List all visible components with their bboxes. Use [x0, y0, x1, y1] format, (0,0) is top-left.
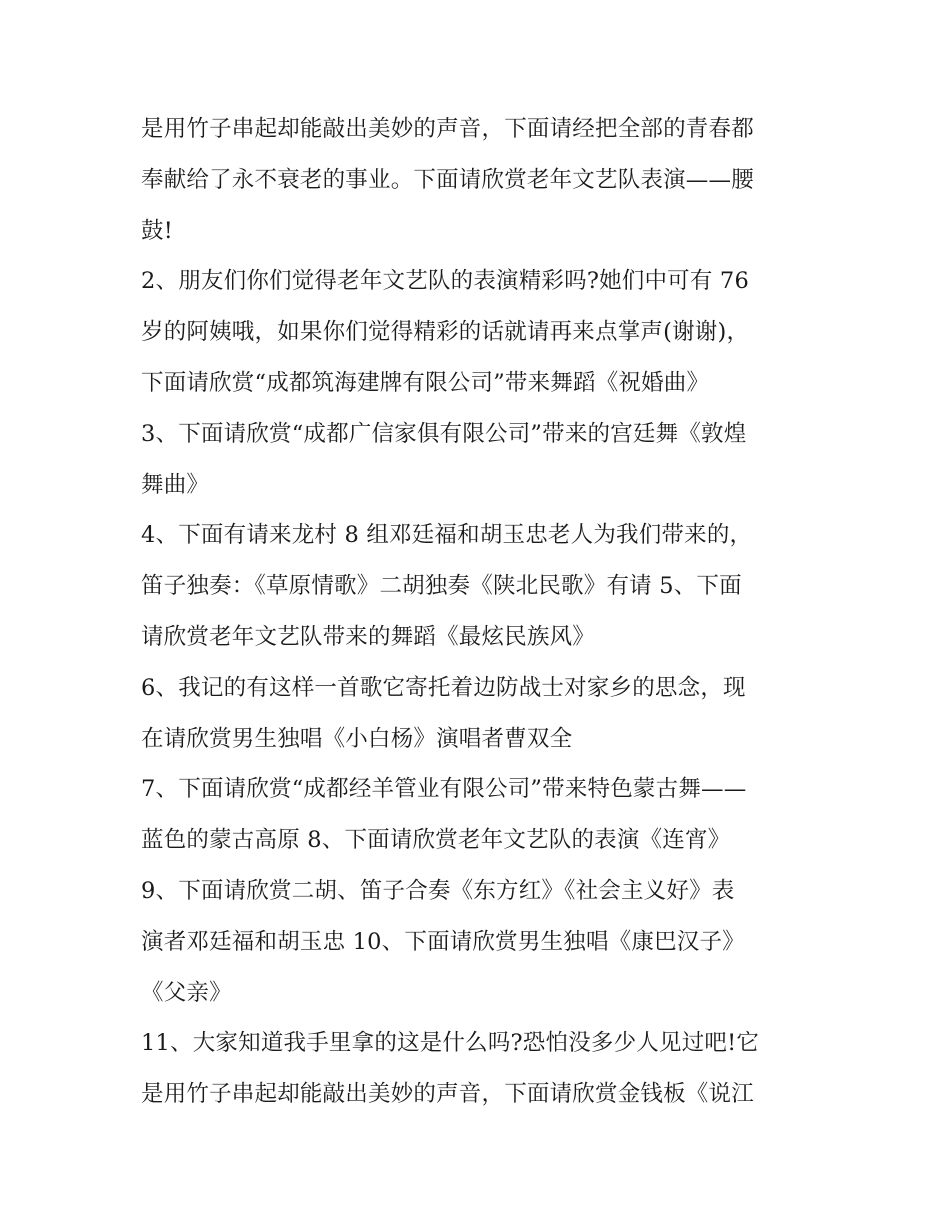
text-line-1: 是用竹子串起却能敲出美妙的声音，下面请经把全部的青春都	[141, 116, 754, 142]
text-line-16: 9、下面请欣赏二胡、笛子合奏《东方红》《社会主义好》表	[141, 877, 735, 904]
text-line-13: 在请欣赏男生独唱《小白杨》演唱者曹双全	[141, 725, 573, 752]
text-line-3: 鼓!	[141, 217, 173, 244]
text-line-18: 《父亲》	[141, 979, 232, 1006]
text-line-9: 4、下面有请来龙村 8 组邓廷福和胡玉忠老人为我们带来的，	[141, 522, 753, 549]
text-line-5: 岁的阿姨哦，如果你们觉得精彩的话就请再来点掌声(谢谢)，	[141, 319, 750, 346]
text-line-20: 是用竹子串起却能敲出美妙的声音，下面请欣赏金钱板《说江	[141, 1081, 754, 1108]
text-line-17: 演者邓廷福和胡玉忠 10、下面请欣赏男生独唱《康巴汉子》	[141, 928, 745, 955]
text-line-8: 舞曲》	[141, 471, 210, 498]
text-line-6: 下面请欣赏“成都筑海建牌有限公司”带来舞蹈《祝婚曲》	[141, 369, 710, 396]
text-line-2: 奉献给了永不衰老的事业。下面请欣赏老年文艺队表演——腰	[141, 166, 754, 193]
text-line-11: 请欣赏老年文艺队带来的舞蹈《最炫民族风》	[141, 623, 596, 650]
text-line-10: 笛子独奏：《草原情歌》二胡独奏《陕北民歌》有请 5、下面	[141, 573, 742, 600]
text-line-12: 6、我记的有这样一首歌它寄托着边防战士对家乡的思念，现	[141, 674, 746, 701]
text-line-4: 2、朋友们你们觉得老年文艺队的表演精彩吗?她们中可有 76	[141, 268, 749, 295]
text-line-14: 7、下面请欣赏“成都经羊管业有限公司”带来特色蒙古舞——	[141, 776, 747, 803]
document-body	[141, 104, 821, 1120]
text-line-15: 蓝色的蒙古高原 8、下面请欣赏老年文艺队的表演《连宵》	[141, 827, 731, 854]
text-line-7: 3、下面请欣赏“成都广信家俱有限公司”带来的宫廷舞《敦煌	[141, 420, 747, 447]
text-line-19: 11、大家知道我手里拿的这是什么吗?恐怕没多少人见过吧!它	[141, 1030, 760, 1057]
